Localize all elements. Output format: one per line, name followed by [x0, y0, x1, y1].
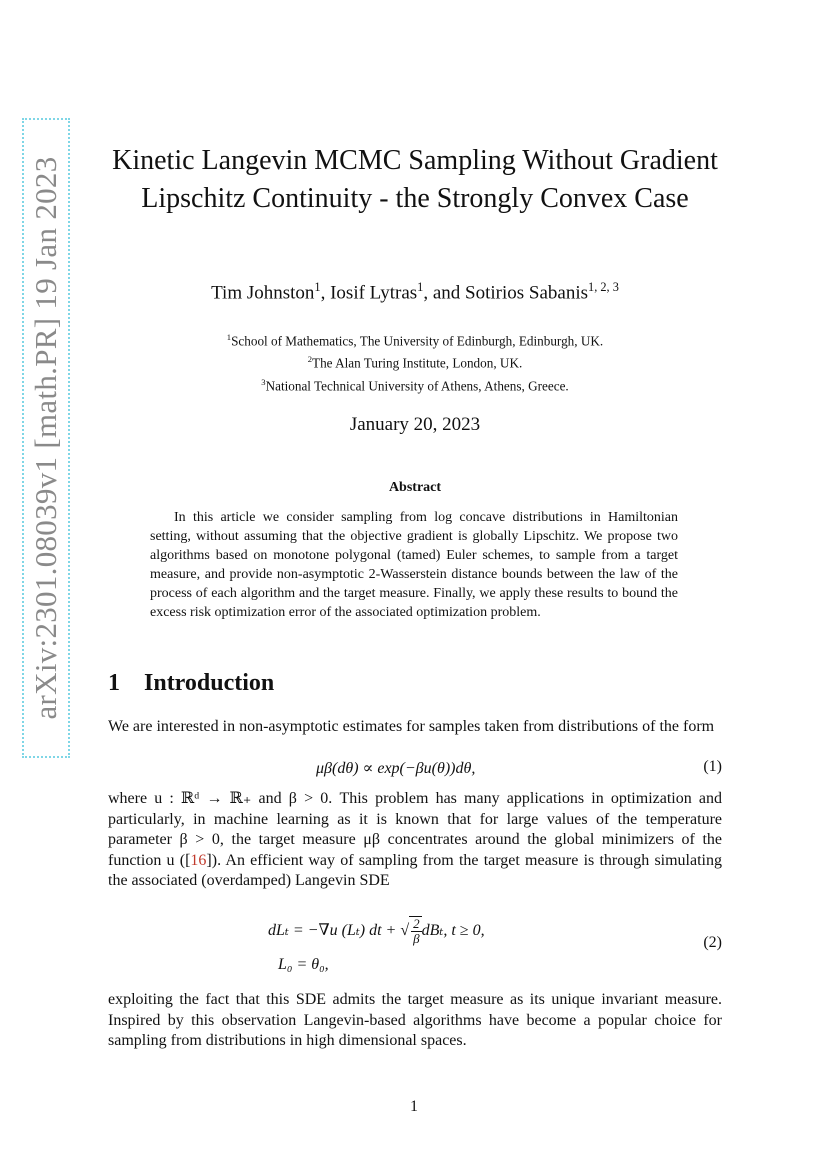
- section-number: 1: [108, 670, 120, 696]
- arxiv-identifier: arXiv:2301.08039v1 [math.PR] 19 Jan 2023: [28, 156, 63, 720]
- author-1-affil: 1: [314, 280, 321, 294]
- paper-title: Kinetic Langevin MCMC Sampling Without Gradient Lipschitz Continuity - the Strongly Convex Case: [112, 145, 718, 214]
- equation-2-line-1: dLₜ = −∇u (Lₜ) dt + √ $\frac{2}{\beta}$ dBₜ, t ≥ 0,: [268, 916, 485, 946]
- paragraph-3: exploiting the fact that this SDE admits the target measure as its unique invariant measure. Inspired by this observation Langevin-based algorithms have become a popular choice for sampling from distributions in high dimensional spaces.: [108, 991, 722, 1049]
- page-number: 1: [410, 1098, 418, 1115]
- abstract-body: In this article we consider sampling from log concave distributions in Hamiltonian setting, without assuming that the objective gradient is globally Lipschitz. We propose two algorithms based on monotone polygonal (tamed) Euler schemes, to sample from a target measure, and provide non-asymptotic 2-Wasserstein distance bounds between the law of the process of each algorithm and the target measure. Finally, we apply these results to bound the excess risk optimization error of the associated optimization problem.: [150, 510, 678, 620]
- section-title: Introduction: [144, 670, 275, 696]
- author-2-affil: 1: [417, 280, 424, 294]
- author-list: [110, 280, 720, 304]
- equation-2-number: (2): [703, 934, 722, 951]
- citation-link[interactable]: 16: [190, 851, 207, 869]
- author-3-affil: 1, 2, 3: [588, 280, 619, 294]
- equation-2: [108, 904, 722, 984]
- section-heading: [108, 670, 274, 697]
- paper-date: January 20, 2023: [349, 414, 481, 435]
- author-2: , Iosif Lytras: [320, 282, 418, 304]
- abstract-heading: Abstract: [388, 480, 442, 495]
- affiliation-1: $^1$School of Mathematics, The University of Edinburgh, Edinburgh, UK.: [226, 332, 604, 349]
- arxiv-stamp: [22, 118, 70, 758]
- equation-1-number: (1): [703, 758, 722, 775]
- author-3: , and Sotirios Sabanis: [423, 282, 589, 304]
- equation-1-body: μβ(dθ) ∝ exp(−βu(θ))dθ,: [316, 760, 476, 777]
- equation-1: [108, 758, 722, 780]
- equation-2-line-2: L₀ = θ₀,: [278, 956, 329, 973]
- affiliation-3: $^3$National Technical University of Athens, Athens, Greece.: [261, 376, 569, 394]
- affiliations: [110, 328, 720, 395]
- affiliation-2: $^2$The Alan Turing Institute, London, UK.: [307, 354, 523, 371]
- equation-2-fraction: $\frac{2}{\beta}$: [413, 916, 420, 946]
- paragraph-2: where u : ℝᵈ → ℝ₊ and β > 0. This problem has many applications in optimization and particularly, in machine learning as it is known that for large values of the temperature parameter β > 0, the target measure μβ concentrates around the global minimizers of the function u ([16]). An efficient way of sampling from the target measure is through simulating the associated (overdamped) Langevin SDE: [108, 790, 722, 889]
- author-1: Tim Johnston: [211, 282, 315, 304]
- paragraph-1: We are interested in non-asymptotic estimates for samples taken from distributions of the form: [108, 718, 715, 735]
